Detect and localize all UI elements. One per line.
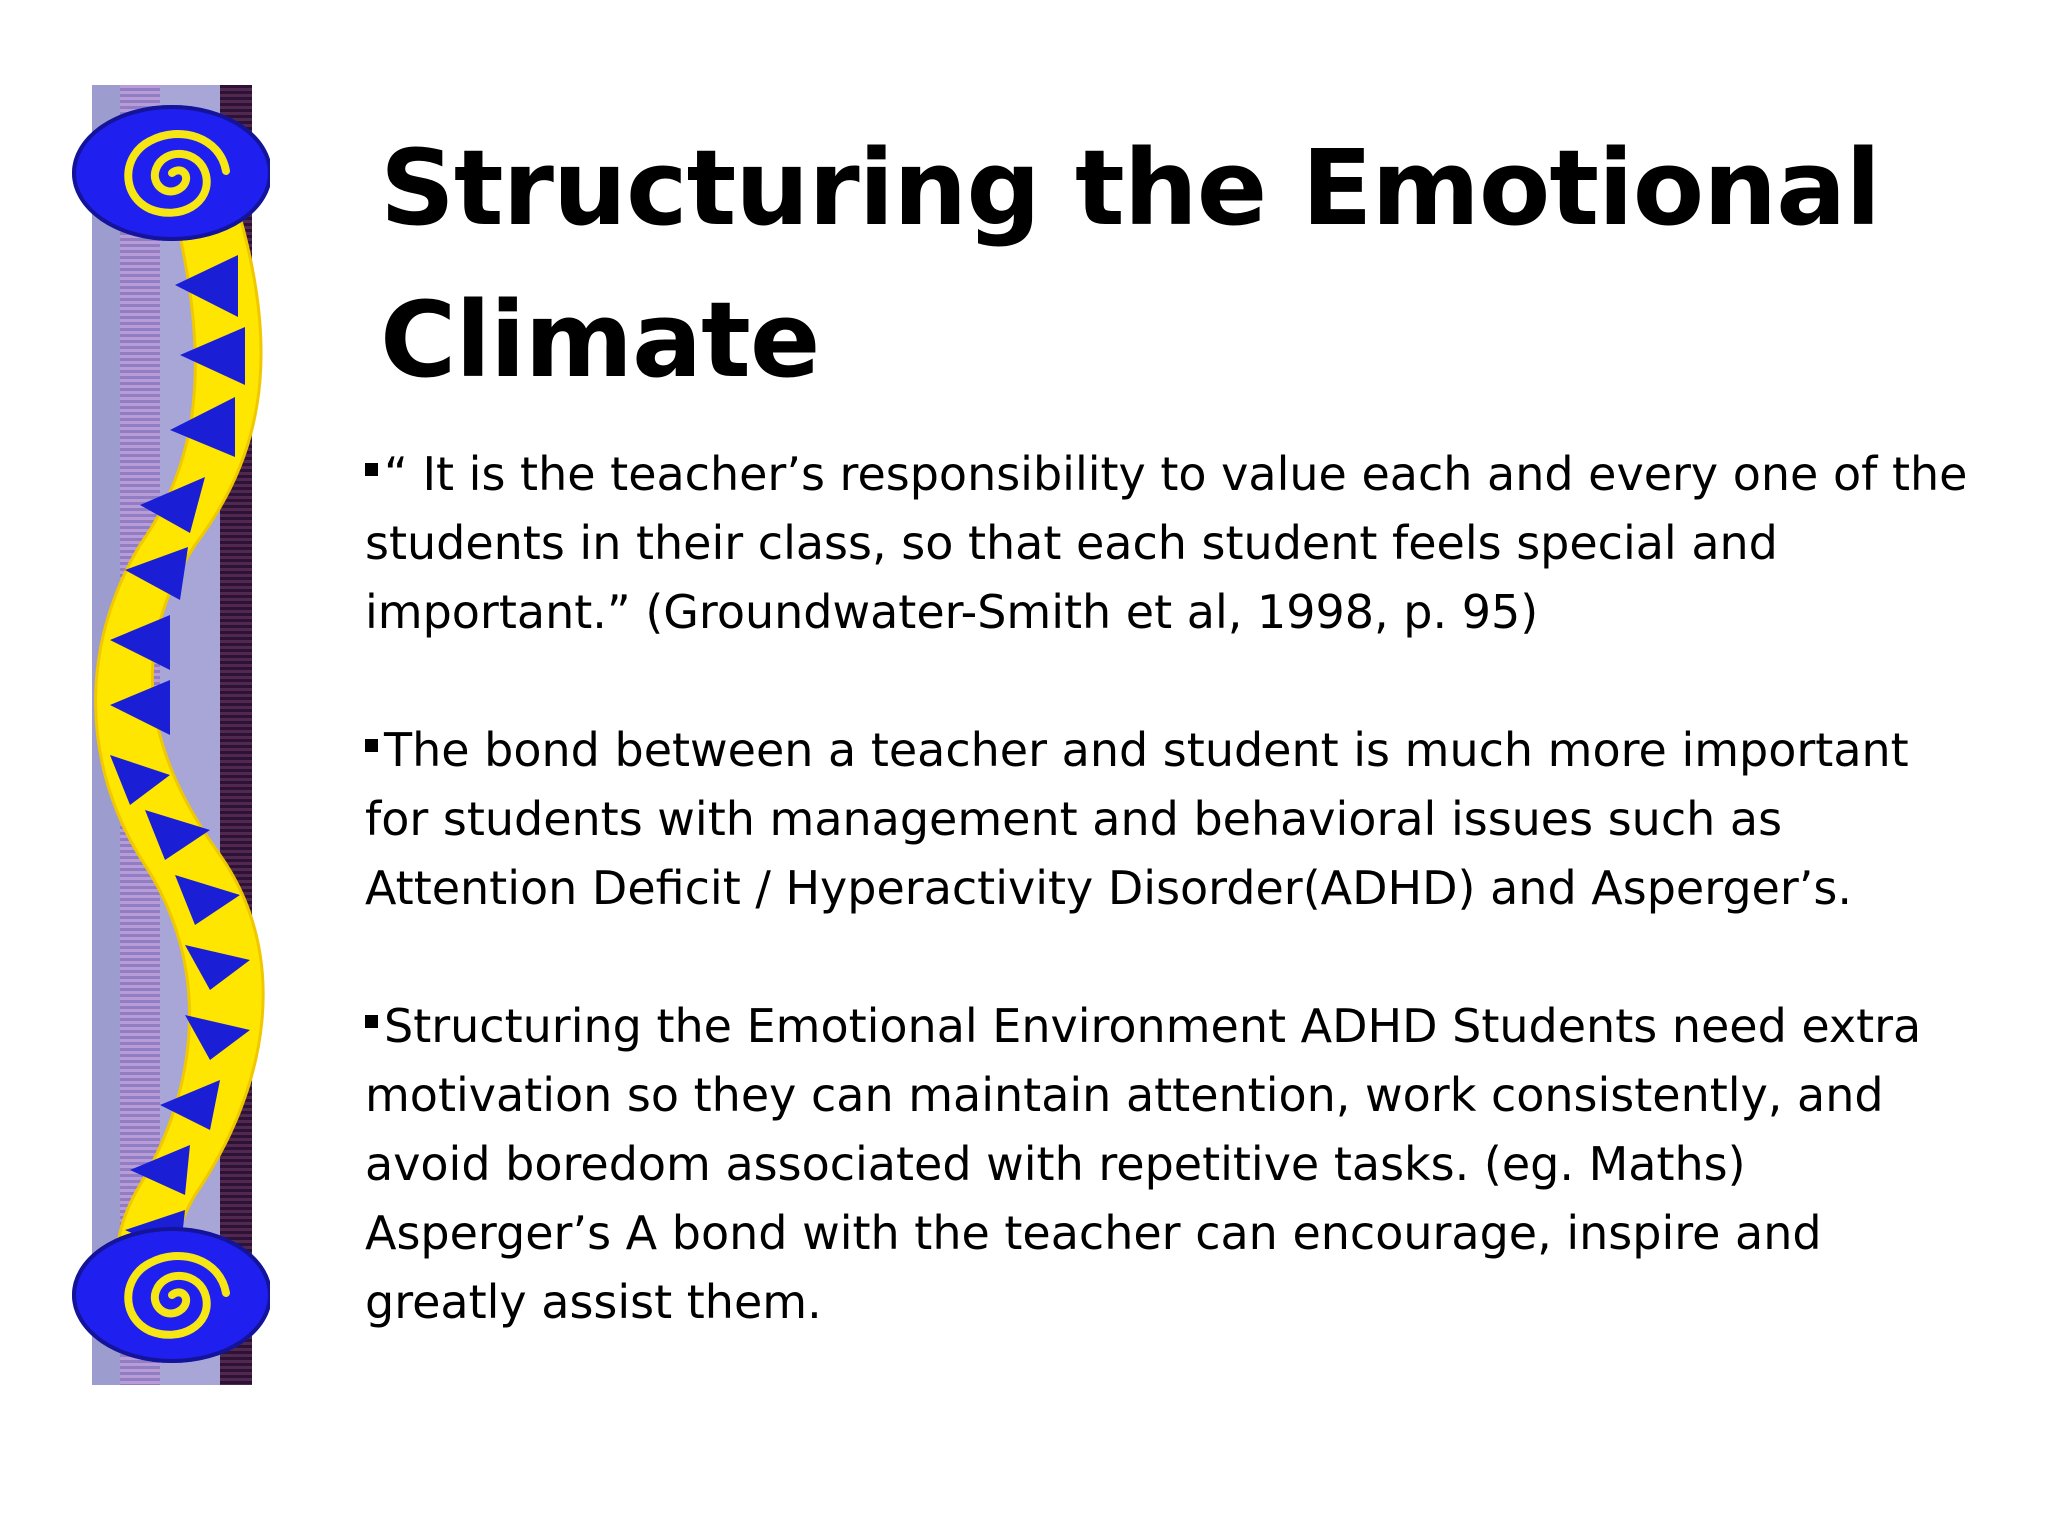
bullet-item xyxy=(365,716,1985,923)
bullet-text: The bond between a teacher and student is much more important for students with management and behavioral issues such as Attention Deficit / Hyperactivity Disorder(ADHD) and Asperger’s. xyxy=(365,723,1909,915)
spiral-icon xyxy=(72,1227,270,1363)
slide-body xyxy=(365,440,1985,1337)
decorative-column xyxy=(70,85,270,1385)
square-bullet-icon xyxy=(365,463,378,476)
slide-title: Structuring the Emotional Climate xyxy=(380,127,1881,401)
square-bullet-icon xyxy=(365,739,378,752)
square-bullet-icon xyxy=(365,1015,378,1028)
bullet-text: “ It is the teacher’s responsibility to value each and every one of the students in their class, so that each student feels special and important.” (Groundwater-Smith et al, 1998, p. 95) xyxy=(365,447,1968,639)
spiral-icon xyxy=(72,105,270,241)
bullet-item xyxy=(365,440,1985,647)
decorative-banner xyxy=(70,85,270,1385)
bullet-text: Structuring the Emotional Environment ADHD Students need extra motivation so they can maintain attention, work consistently, and avoid boredom associated with repetitive tasks. (eg. Maths) Asperger’s A bond with the teacher can encourage, inspire and greatly assist them. xyxy=(365,999,1922,1329)
bullet-item xyxy=(365,992,1985,1337)
